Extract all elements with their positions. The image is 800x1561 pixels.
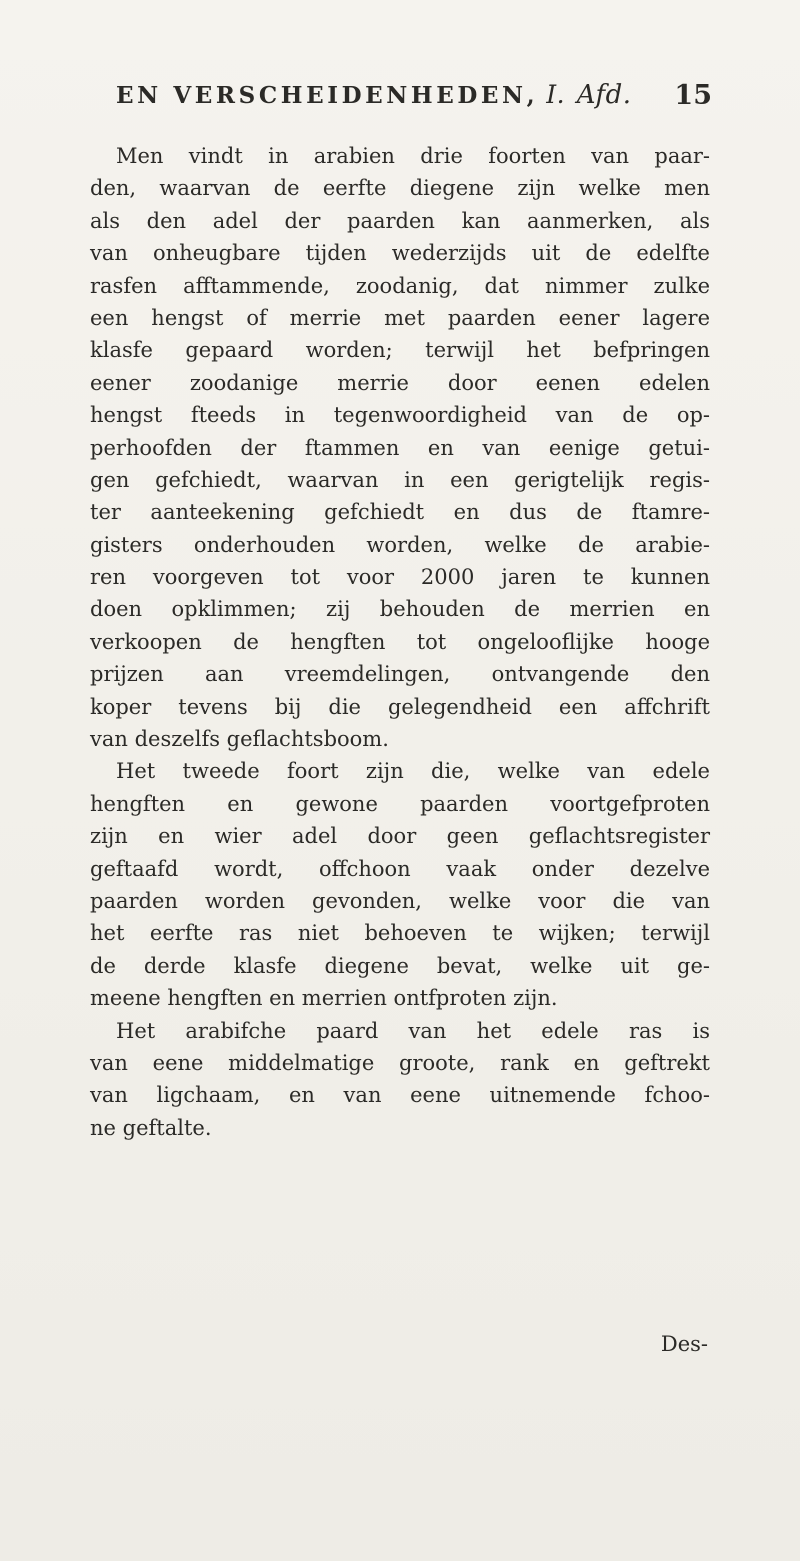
text-line: ter aanteekening gefchiedt en dus de ftamre- <box>90 500 710 525</box>
text-line: Het tweede foort zijn die, welke van edele <box>116 759 710 784</box>
text-line: gisters onderhouden worden, welke de arabie- <box>90 532 710 557</box>
text-line: ne geftalte. <box>90 1115 212 1140</box>
catchword: Des- <box>660 1332 708 1356</box>
text-line: van eene middelmatige groote, rank en geftrekt <box>90 1050 710 1075</box>
text-line: van onheugbare tijden wederzijds uit de edelfte <box>90 241 710 266</box>
text-line: Men vindt in arabien drie foorten van paar- <box>116 144 710 168</box>
running-head <box>116 80 632 110</box>
text-line: als den adel der paarden kan aanmerken, als <box>90 208 710 233</box>
text-line: den, waarvan de eerfte diegene zijn welke men <box>90 176 710 201</box>
running-head-part: I. <box>546 80 566 109</box>
text-line: Het arabifche paard van het edele ras is <box>116 1018 710 1043</box>
text-line: meene hengften en merrien ontfproten zijn. <box>90 986 558 1011</box>
text-line: geftaafd wordt, offchoon vaak onder dezelve <box>90 856 710 881</box>
text-line: verkoopen de hengften tot ongelooflijke hooge <box>90 629 710 654</box>
text-line: een hengst of merrie met paarden eener lagere <box>90 305 710 330</box>
text-line: paarden worden gevonden, welke voor die van <box>90 888 710 913</box>
text-line: de derde klasfe diegene bevat, welke uit ge- <box>90 953 710 978</box>
running-head-section: Afd. <box>576 80 632 110</box>
running-header <box>70 80 710 116</box>
text-line: eener zoodanige merrie door eenen edelen <box>90 370 710 395</box>
text-line: hengst fteeds in tegenwoordigheid van de op- <box>90 403 710 428</box>
body-text <box>90 140 710 1144</box>
text-line: rasfen afftammende, zoodanig, dat nimmer zulke <box>90 273 710 298</box>
text-line: perhoofden der ftammen en van eenige getui- <box>90 435 710 460</box>
text-line: gen gefchiedt, waarvan in een gerigtelijk regis- <box>90 467 710 492</box>
text-line: van deszelfs geflachtsboom. <box>90 727 389 752</box>
text-line: doen opklimmen; zij behouden de merrien en <box>90 597 710 622</box>
text-line: klasfe gepaard worden; terwijl het befpringen <box>90 338 710 363</box>
text-line: zijn en wier adel door geen geflachtsregister <box>90 824 710 849</box>
text-line: prijzen aan vreemdelingen, ontvangende den <box>90 662 710 687</box>
text-line: hengften en gewone paarden voortgefproten <box>90 791 710 816</box>
text-line: van ligchaam, en van eene uitnemende fchoo- <box>90 1083 710 1108</box>
text-line: ren voorgeven tot voor 2000 jaren te kunnen <box>90 565 710 590</box>
running-head-title: EN VERSCHEIDENHEDEN <box>116 82 527 109</box>
text-line: het eerfte ras niet behoeven te wijken; terwijl <box>90 921 710 946</box>
text-line: koper tevens bij die gelegendheid een affchrift <box>90 694 710 719</box>
page-number: 15 <box>674 80 712 111</box>
running-head-separator: , <box>526 82 535 109</box>
